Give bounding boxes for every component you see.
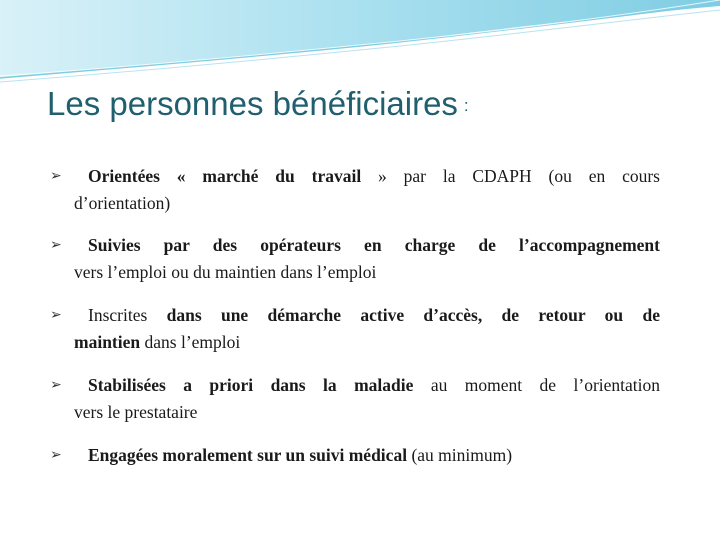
arrow-bullet-icon: ➢	[50, 377, 62, 393]
bullet-item	[50, 302, 660, 356]
bullet-line	[74, 232, 660, 259]
arrow-bullet-icon: ➢	[50, 237, 62, 253]
arrow-bullet-icon: ➢	[50, 307, 62, 323]
text: vers l’emploi ou du maintien dans l’emploi	[74, 262, 377, 282]
bold-text: dans une démarche active d’accès, de retour ou de	[166, 305, 660, 325]
bullet-text	[50, 302, 660, 356]
text: » par la CDAPH (ou en cours	[361, 166, 660, 186]
bold-text: Orientées « marché du travail	[88, 166, 362, 186]
text: vers le prestataire	[74, 402, 198, 422]
bullet-text	[50, 372, 660, 426]
bullet-line	[74, 163, 660, 190]
text: (au minimum)	[407, 445, 513, 465]
bullet-item	[50, 232, 660, 286]
text: d’orientation)	[74, 193, 171, 213]
bullet-line	[74, 329, 660, 356]
text: dans l’emploi	[140, 332, 241, 352]
text: au moment de l’orientation	[413, 375, 661, 395]
header-wave-decoration	[0, 0, 720, 90]
bold-text: maintien	[74, 332, 141, 352]
title-text: Les personnes bénéficiaires	[47, 85, 458, 122]
bullet-line	[74, 442, 660, 469]
bold-text: Stabilisées a priori dans la maladie	[88, 375, 414, 395]
arrow-bullet-icon: ➢	[50, 447, 62, 463]
bullet-item	[50, 372, 660, 426]
bullet-line	[74, 399, 660, 426]
bullet-line	[74, 302, 660, 329]
bullet-line	[74, 259, 660, 286]
bullet-item	[50, 163, 660, 217]
title-colon: :	[463, 96, 469, 115]
bullet-line	[74, 372, 660, 399]
bullet-line	[74, 190, 660, 217]
arrow-bullet-icon: ➢	[50, 168, 62, 184]
bullet-text	[50, 163, 660, 217]
bullet-text	[50, 232, 660, 286]
page-title	[47, 85, 469, 123]
text: Inscrites	[88, 305, 167, 325]
bold-text: Engagées moralement sur un suivi médical	[88, 445, 408, 465]
bullet-item	[50, 442, 660, 469]
bullet-text	[50, 442, 660, 469]
bold-text: Suivies par des opérateurs en charge de l’accompagnement	[88, 235, 660, 255]
